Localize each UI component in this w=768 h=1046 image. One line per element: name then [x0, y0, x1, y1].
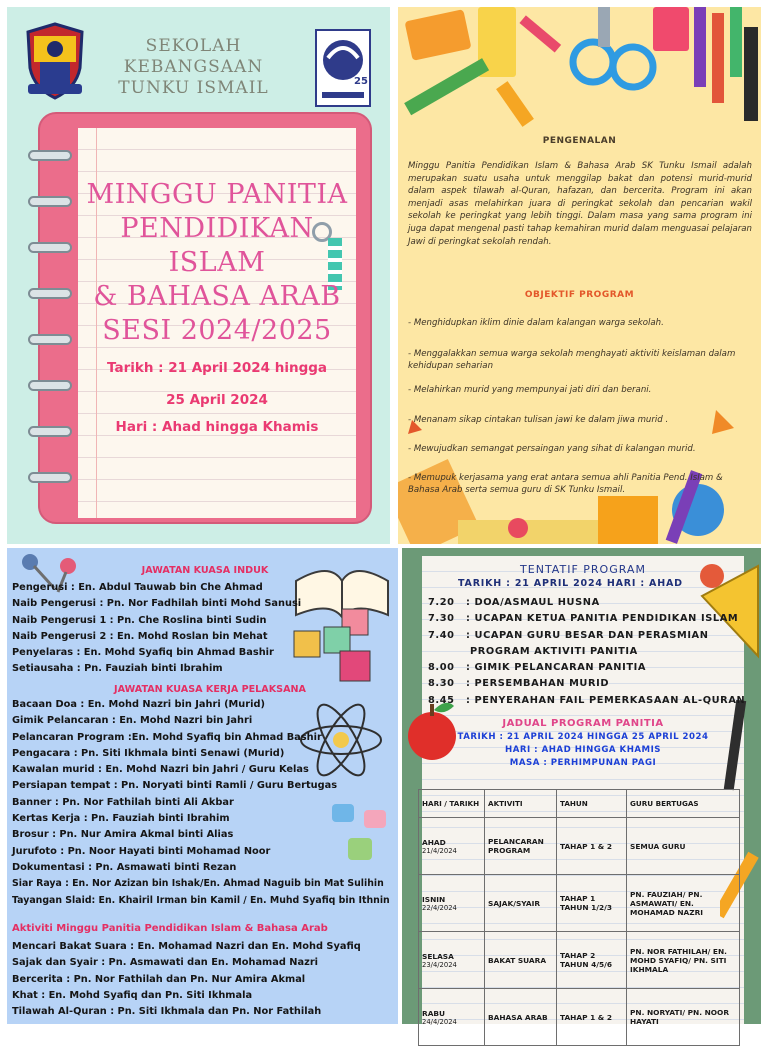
table-row [419, 989, 740, 1046]
working-committee-list [12, 697, 390, 909]
table-cell-year: TAHAP 1 & 2 [557, 989, 627, 1046]
introduction-text: Minggu Panitia Pendidikan Islam & Bahasa Arab SK Tunku Ismail adalah merupakan suatu usaha untuk menggilap bakat dan potensi murid-murid dalam aspek tilawah al-Quran, hafazan, dan bercerita. Program ini akan menjadi asas melahirkan juara di peringkat sekolah dan pencarian wakil sekolah ke peringkat yang lebih tinggi. Dalam masa yang sama program ini juga dapat mengenal pasti tahap kemahiran murid dalam menguasai pelajaran Jawi di peringkat sekolah rendah. [408, 161, 752, 247]
event-title-line-3: & BAHASA ARAB [93, 281, 341, 312]
committee-member: Naib Pengerusi 2 : En. Mohd Roslan bin Mehat [12, 630, 268, 642]
table-header: HARI / TARIKH [419, 790, 485, 818]
anniversary-logo-icon [314, 28, 372, 108]
committee-member: Brosur : Pn. Nur Amira Akmal binti Alias [12, 829, 234, 841]
activities-heading: Aktiviti Minggu Panitia Pendidikan Islam & Bahasa Arab [12, 923, 328, 934]
table-cell-teacher: PN. NORYATI/ PN. NOOR HAYATI [627, 989, 740, 1046]
schedule-activity: : PENYERAHAN FAIL PEMERKASAAN AL-QURAN [466, 694, 746, 706]
committee-member: Dokumentasi : Pn. Asmawati binti Rezan [12, 861, 237, 873]
ring-icon [28, 196, 72, 207]
schedule-item [428, 644, 745, 660]
committee-member: Setiausaha : Pn. Fauziah binti Ibrahim [12, 663, 223, 675]
table-cell-day: SELASA 23/4/2024 [419, 932, 485, 989]
program-time: MASA : PERHIMPUNAN PAGI [509, 758, 657, 768]
objective-item: - Menghidupkan iklim dinie dalam kalangan warga sekolah. [408, 318, 664, 328]
program-table [418, 789, 740, 1046]
ring-icon [28, 288, 72, 299]
committee-member: Kertas Kerja : Pn. Fauziah binti Ibrahim [12, 813, 230, 825]
committee-member: Persiapan tempat : Pn. Noryati binti Ramli / Guru Bertugas [12, 780, 338, 792]
program-heading: JADUAL PROGRAM PANITIA [502, 718, 664, 729]
table-cell-day: RABU 24/4/2024 [419, 989, 485, 1046]
schedule-time: 8.30 [428, 678, 455, 690]
committee-member: Jurufoto : Pn. Noor Hayati binti Mohamad Noor [12, 845, 271, 857]
committee-member: Banner : Pn. Nor Fathilah binti Ali Akbar [12, 796, 234, 808]
objective-item: - Menanam sikap cintakan tulisan jawi ke dalam jiwa murid . [408, 415, 669, 425]
main-committee-heading: JAWATAN KUASA INDUK [141, 565, 269, 576]
committee-member: Naib Pengerusi : Pn. Nor Fadhilah binti Mohd Sanusi [12, 598, 302, 610]
schedule-activity: : UCAPAN GURU BESAR DAN PERASMIAN [466, 629, 709, 641]
event-date-end: 25 April 2024 [166, 392, 268, 408]
table-cell-day: AHAD 21/4/2024 [419, 818, 485, 875]
event-title-line-1: MINGGU PANITIA [86, 179, 348, 210]
committee-member: Kawalan murid : En. Mohd Nazri bin Jahri / Guru Kelas [12, 764, 309, 776]
table-row [419, 932, 740, 989]
program-date: TARIKH : 21 APRIL 2024 HINGGA 25 APRIL 2024 [457, 732, 709, 742]
committee-member: Penyelaras : En. Mohd Syafiq bin Ahmad Bashir [12, 647, 274, 659]
introduction-heading: PENGENALAN [542, 136, 617, 146]
table-header: TAHUN [557, 790, 627, 818]
schedule-time: 7.30 [428, 613, 455, 625]
schedule-activity: : DOA/ASMAUL HUSNA [466, 597, 600, 608]
committee-member: Bacaan Doa : En. Mohd Nazri bin Jahri (Murid) [12, 699, 265, 710]
schedule-activity: : GIMIK PELANCARAN PANITIA [466, 662, 647, 674]
school-crest-icon [24, 22, 86, 100]
schedule-activity: : UCAPAN KETUA PANITIA PENDIDIKAN ISLAM [466, 613, 739, 625]
committee-member: Gimik Pelancaran : En. Mohd Nazri bin Jahri [12, 715, 253, 727]
event-date-start: Tarikh : 21 April 2024 hingga [106, 360, 328, 376]
activity-item: Sajak dan Syair : Pn. Asmawati dan En. Mohamad Nazri [12, 957, 319, 969]
book-and-blocks-icon [290, 551, 394, 701]
table-cell-teacher: SEMUA GURU [627, 818, 740, 875]
school-name [86, 36, 301, 99]
table-cell-year: TAHAP 2 TAHUN 4/5/6 [557, 932, 627, 989]
table-cell-activity: PELANCARAN PROGRAM [485, 818, 557, 875]
table-row [419, 875, 740, 932]
activities-list [12, 939, 361, 1020]
objective-item: - Melahirkan murid yang mempunyai jati diri dan berani. [408, 385, 652, 395]
committee-member: Pengacara : Pn. Siti Ikhmala binti Senawi (Murid) [12, 747, 285, 759]
school-name-line-2: TUNKU ISMAIL [118, 78, 269, 98]
committee-member: Tayangan Slaid: En. Khairil Irman bin Kamil / En. Muhd Syafiq bin Ithnin [12, 894, 390, 906]
schedule-item [428, 676, 745, 692]
program-days: HARI : AHAD HINGGA KHAMIS [505, 745, 661, 755]
activity-item: Mencari Bakat Suara : En. Mohamad Nazri dan En. Mohd Syafiq [12, 941, 361, 952]
committee-member: Naib Pengerusi 1 : Pn. Che Roslina binti Sudin [12, 614, 267, 626]
activity-item: Tilawah Al-Quran : Pn. Siti Ikhmala dan Pn. Nor Fathilah [12, 1006, 322, 1018]
table-header: AKTIVITI [485, 790, 557, 818]
event-title-line-4: SESI 2024/2025 [102, 315, 332, 346]
committee-member: Pengerusi : En. Abdul Tauwab bin Che Ahmad [12, 582, 263, 593]
schedule-time: 8.00 [428, 662, 455, 674]
working-committee-heading: JAWATAN KUASA KERJA PELAKSANA [114, 684, 306, 695]
schedule-item [428, 611, 745, 627]
schedule-time: 7.40 [428, 629, 455, 641]
event-title-line-2: PENDIDIKAN ISLAM [120, 213, 314, 278]
activity-item: Khat : En. Mohd Syafiq dan Pn. Siti Ikhmala [12, 989, 253, 1001]
table-cell-year: TAHAP 1 TAHUN 1/2/3 [557, 875, 627, 932]
event-days: Hari : Ahad hingga Khamis [115, 419, 319, 435]
schedule-date: TARIKH : 21 APRIL 2024 HARI : AHAD [458, 578, 683, 589]
objective-item: - Menggalakkan semua warga sekolah menghayati aktiviti keislaman dalam kehidupan seharian [408, 349, 736, 371]
objective-item: - Memupuk kerjasama yang erat antara semua ahli Panitia Pend. Islam & Bahasa Arab serta semua guru di SK Tunku Ismail. [408, 473, 723, 495]
committee-member: Pelancaran Program :En. Mohd Syafiq bin Ahmad Bashir [12, 731, 322, 743]
ring-icon [28, 242, 72, 253]
stationery-top-decoration-icon [398, 7, 761, 127]
table-row [419, 818, 740, 875]
schedule-item [428, 628, 745, 644]
logo-number: 25 [354, 76, 368, 87]
ring-icon [28, 150, 72, 161]
schedule-time: 7.20 [428, 597, 455, 608]
ring-icon [28, 334, 72, 345]
main-committee-list [12, 580, 301, 678]
schedule-activity: PROGRAM AKTIVITI PANITIA [470, 645, 638, 657]
committee-member: Siar Raya : En. Nor Azizan bin Ishak/En. Ahmad Naguib bin Mat Sulihin [12, 878, 384, 890]
schedule-title: TENTATIF PROGRAM [520, 563, 646, 576]
school-name-line-1: SEKOLAH KEBANGSAAN [123, 36, 264, 77]
table-cell-teacher: PN. NOR FATHILAH/ EN. MOHD SYAFIQ/ PN. SITI IKHMALA [627, 932, 740, 989]
table-cell-year: TAHAP 1 & 2 [557, 818, 627, 875]
ring-icon [28, 472, 72, 483]
objective-item: - Mewujudkan semangat persaingan yang sihat di kalangan murid. [408, 444, 696, 454]
schedule-activity: : PERSEMBAHAN MURID [466, 678, 610, 690]
ring-icon [28, 380, 72, 391]
ring-icon [28, 426, 72, 437]
schedule-item [428, 693, 745, 709]
table-header-row [419, 790, 740, 818]
activity-item: Bercerita : Pn. Nor Fathilah dan Pn. Nur Amira Akmal [12, 973, 306, 985]
table-cell-activity: BAHASA ARAB [485, 989, 557, 1046]
objectives-heading: OBJEKTIF PROGRAM [524, 290, 635, 300]
schedule-list [428, 595, 745, 709]
schedule-item [428, 660, 745, 676]
table-cell-activity: SAJAK/SYAIR [485, 875, 557, 932]
table-cell-day: ISNIN 22/4/2024 [419, 875, 485, 932]
table-header: GURU BERTUGAS [627, 790, 740, 818]
schedule-time: 8.45 [428, 694, 455, 706]
table-cell-activity: BAKAT SUARA [485, 932, 557, 989]
schedule-item [428, 595, 745, 611]
table-cell-teacher: PN. FAUZIAH/ PN. ASMAWATI/ EN. MOHAMAD NAZRI [627, 875, 740, 932]
event-title [82, 178, 352, 348]
